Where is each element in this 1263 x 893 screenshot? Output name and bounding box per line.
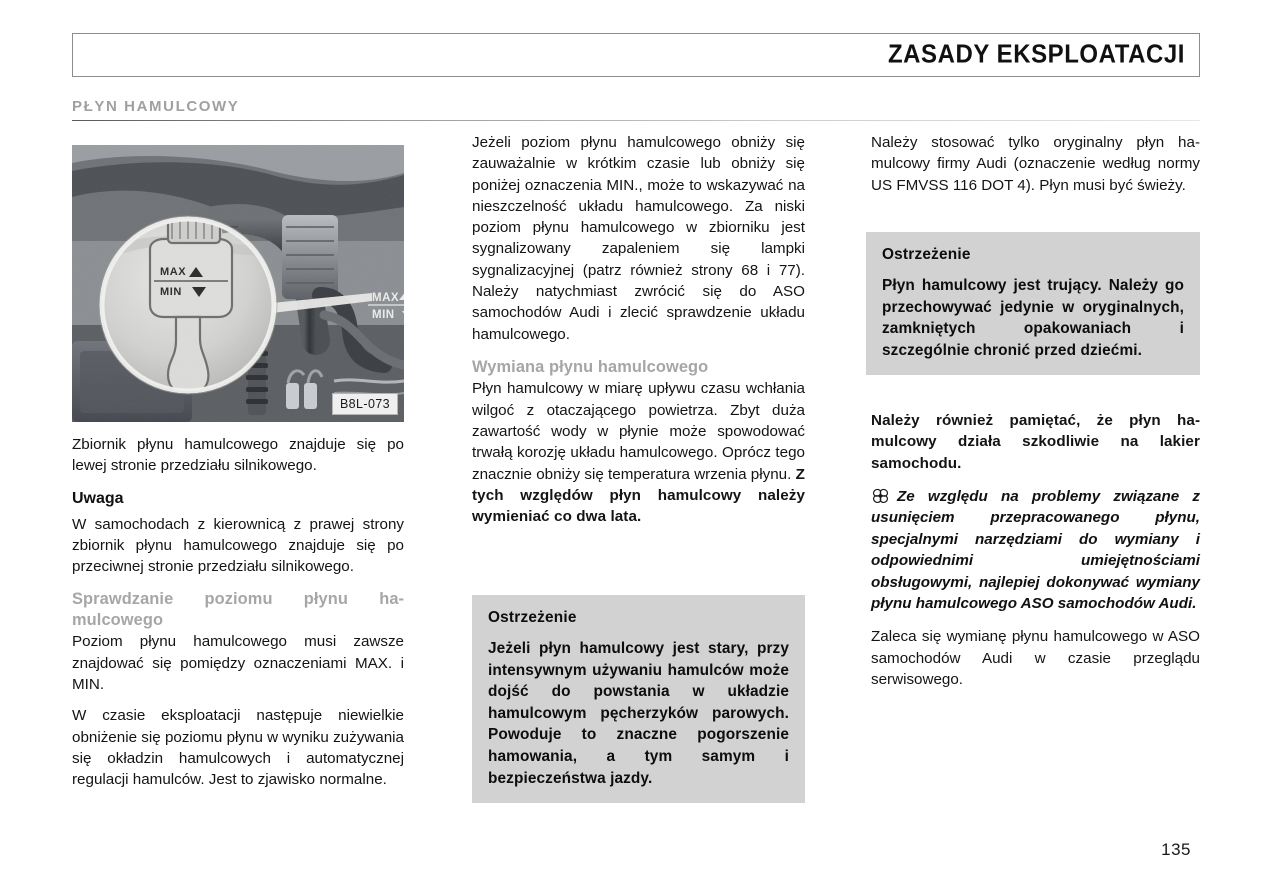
section-heading: PŁYN HAMULCOWY [72, 98, 240, 115]
engine-bay-photo [72, 145, 404, 422]
eco-recommendation-paragraph [871, 486, 1200, 614]
original-fluid-paragraph: Należy stosować tylko oryginalny płyn hamulcowy firmy Audi (oznaczenie według normy US FMVSS 116 DOT 4). Płyn musi być świeży. [871, 134, 1200, 194]
engine-bay-illustration [72, 145, 404, 422]
reservoir-location-paragraph: Zbiornik płynu hamulcowego znajduje się po lewej stronie przedziału silnikowego. [72, 436, 404, 475]
section-divider [72, 120, 1200, 121]
page-title [869, 41, 1185, 70]
warning-box-right [866, 232, 1200, 375]
warning-box-middle [472, 595, 805, 803]
page-number: 135 [1161, 840, 1191, 859]
checking-level-heading: Sprawdzanie poziomu płynu hamulcowego [72, 590, 404, 629]
column-right-lower [871, 410, 1200, 702]
fluid-change-heading: Wymiana płynu hamulcowego [472, 357, 709, 376]
eco-recommendation-text: Ze względu na problemy związane z usunięciem przepracowanego płynu, specjalnymi narzędziami do wymiany i odpowiednimi umiejętnościami obsługowymi, najlepiej dokonywać wymiany płynu hamulcowego ASO samochodów Audi. [871, 487, 1200, 612]
page-title-text: ZASADY EKSPLOATACJI [887, 40, 1185, 69]
low-level-paragraph: Jeżeli poziom płynu hamulcowego obniży się zauważalnie w krótkim czasie lub obniży się poniżej oznaczenia MIN., może to wskazywać na nieszczelność układu hamulcowego. Za niski poziom płynu hamulcowego w zbiorniku jest sygnalizowany zapaleniem się lampki sygnalizacyjnej (patrz również strony 68 i 77). Należy natychmiast zwrócić się do ASO samochodów Audi i zlecić sprawdzenie układu hamulcowego. [472, 134, 805, 343]
photo-reference-tag: B8L-073 [332, 393, 398, 416]
warning-right-title: Ostrzeżenie [882, 246, 971, 263]
service-recommendation-paragraph: Zaleca się wymianę płynu hamulcowego w ASO samochodów Audi w czasie przeglądu serwisowego. [871, 628, 1200, 688]
checking-level-paragraph-2: W czasie eksploatacji następuje niewielkie obniżenie się poziomu płynu w wyniku zużywania się okładzin hamulcowych i automatycznej regulacji hamulców. Jest to zjawisko normalne. [72, 707, 404, 789]
header-band [72, 33, 1200, 77]
fluid-change-text-bold: Z tych względów płyn hamulcowy należy wymieniać co dwa lata. [472, 465, 805, 526]
fluid-change-text-normal: Płyn hamulcowy w miarę upływu czasu wchłania wilgoć z otaczającego powietrza. Zbyt duża zawartość wody w płynie może spowodować trwałą korozję układu hamulcowego. Oprócz tego znacznie obniży się temperatura wrzenia płynu. [472, 380, 805, 483]
uwaga-paragraph: W samochodach z kierownicą z prawej strony zbiornik płynu hamulcowego znajduje się po przeciwnej stronie przedziału silnikowego. [72, 515, 404, 576]
column-right [871, 132, 1200, 208]
column-left [72, 434, 404, 803]
flower-icon [871, 488, 890, 504]
column-middle [472, 132, 805, 540]
warning-middle-title: Ostrzeżenie [488, 609, 577, 626]
fluid-change-paragraph [472, 378, 805, 527]
uwaga-heading: Uwaga [72, 489, 124, 507]
warning-right-body: Płyn hamulcowy jest trujący. Należy go przechowywać jedynie w oryginalnych, zamkniętych opakowaniach i szczególnie chronić przed dziećmi. [882, 277, 1184, 359]
warning-middle-body: Jeżeli płyn hamulcowy jest stary, przy intensywnym używaniu hamulców może dojść do powstania w układzie hamulcowym pęcherzyków parowych. Powoduje to znaczne pogorszenie hamowania, a tym samym i bezpieczeństwa jazdy. [488, 640, 789, 787]
paint-damage-paragraph: Należy również pamiętać, że płyn hamulcowy działa szkodliwie na lakier samochodu. [871, 412, 1200, 472]
checking-level-paragraph-1: Poziom płynu hamulcowego musi zawsze znajdować się pomiędzy oznaczeniami MAX. i MIN. [72, 633, 404, 694]
